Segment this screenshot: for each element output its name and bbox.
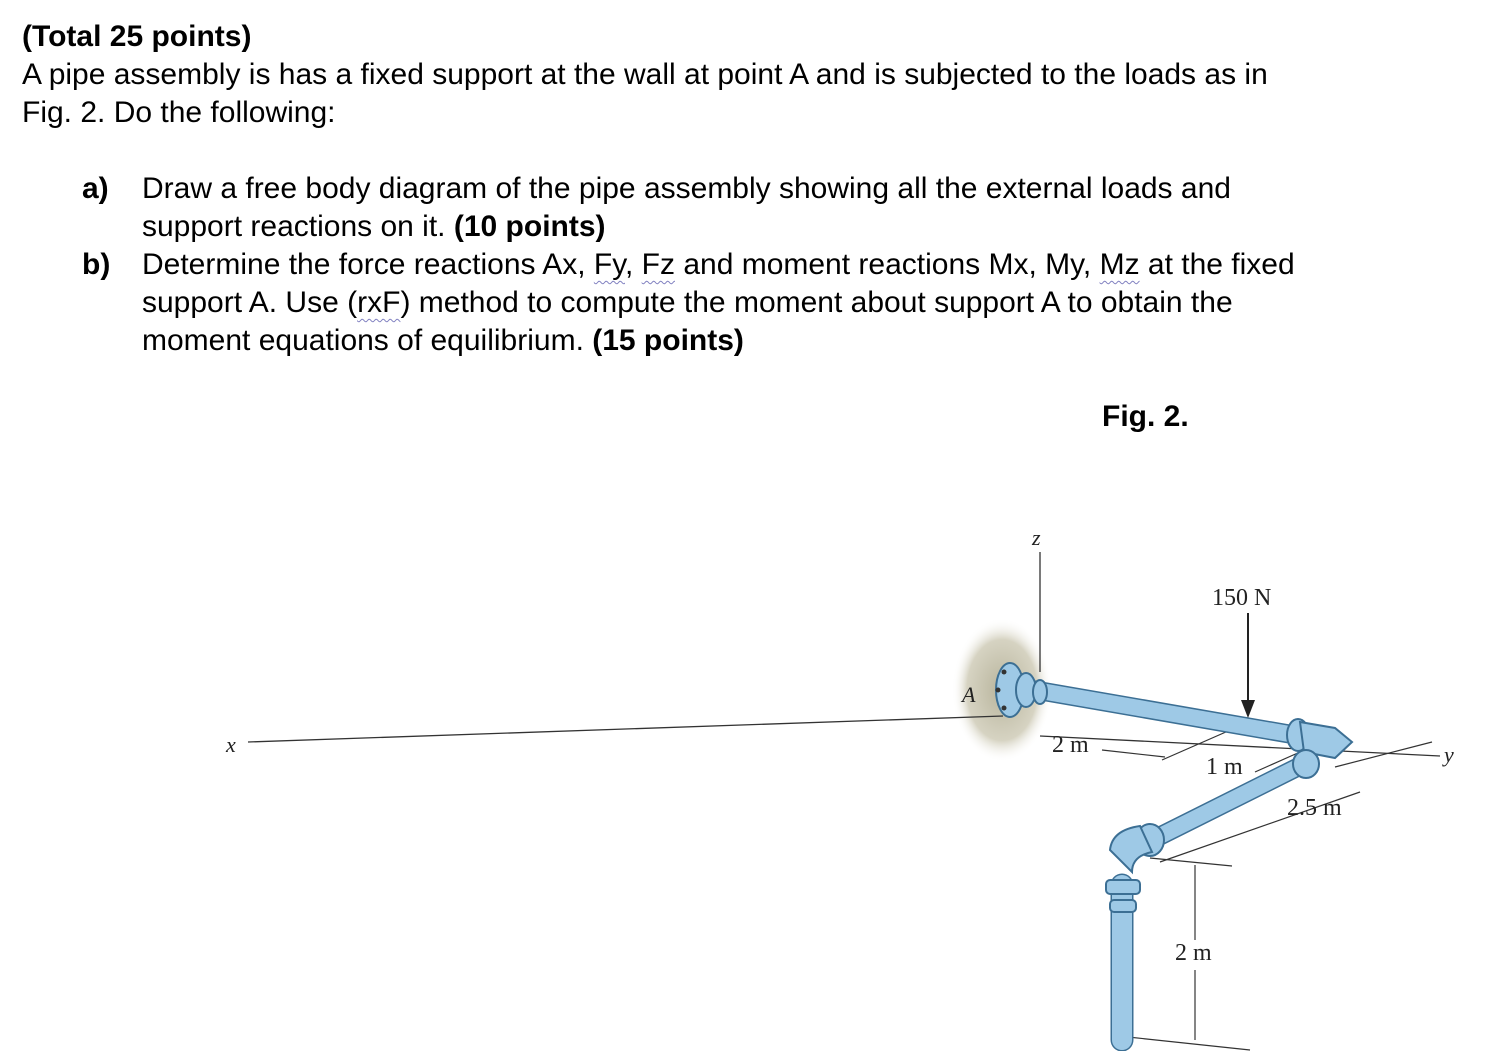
task-b-word-fz: Fz: [641, 248, 675, 281]
pipe-segment-ab: [1035, 690, 1295, 735]
flange-bolt: [996, 688, 1001, 693]
task-b-word-rxf: rxF: [357, 286, 401, 319]
flange-bolt: [1002, 706, 1007, 711]
task-a-points: (10 points): [453, 210, 606, 243]
dim-extension-bend: [1150, 858, 1232, 866]
task-a-line-1: Draw a free body diagram of the pipe assembly showing all the external loads and: [142, 172, 1231, 205]
dim-label-2-5m: 2.5 m: [1287, 795, 1342, 821]
task-b-line-1-a: Determine the force reactions Ax,: [142, 248, 594, 281]
load-arrow-head: [1241, 700, 1255, 718]
task-b-line-2-b: ) method to compute the moment about support A to obtain the: [400, 286, 1233, 319]
support-label-a: A: [962, 682, 976, 707]
task-b-line-1-b: ,: [624, 248, 642, 281]
task-b-marker: b): [82, 248, 111, 281]
dim-label-2m-vertical: 2 m: [1175, 940, 1212, 966]
task-b-word-fy: Fy: [593, 248, 625, 281]
task-b-line-3-text: moment equations of equilibrium.: [142, 324, 593, 357]
task-a-line-2-text: support reactions on it.: [142, 210, 454, 243]
z-axis-label: z: [1032, 525, 1041, 550]
intro-line-1: A pipe assembly is has a fixed support at the wall at point A and is subjected to the loads as in: [22, 58, 1268, 91]
vertical-coupling: [1110, 900, 1136, 912]
coupling: [1033, 680, 1047, 704]
elbow-coupling-front: [1293, 750, 1319, 778]
task-b-points: (15 points): [592, 324, 744, 357]
figure-caption: Fig. 2.: [1102, 400, 1189, 433]
intro-line-2: Fig. 2. Do the following:: [22, 96, 336, 129]
task-b-line-1-d: at the fixed: [1139, 248, 1295, 281]
dim-floor-line: [1128, 1037, 1250, 1050]
problem-title: (Total 25 points): [22, 20, 252, 53]
x-axis-label: x: [226, 732, 236, 757]
y-axis-label: y: [1444, 742, 1454, 767]
load-label: 150 N: [1212, 585, 1272, 611]
task-b-line-1-c: and moment reactions Mx, My,: [674, 248, 1100, 281]
dim-line-2m-top: [1102, 750, 1165, 757]
task-a-marker: a): [82, 172, 109, 205]
y-axis-line: [1040, 736, 1440, 756]
dim-label-1m: 1 m: [1206, 754, 1243, 780]
load-arrow: [1241, 613, 1255, 718]
task-b-word-mz: Mz: [1099, 248, 1140, 281]
task-b-line-2-a: support A. Use (: [142, 286, 358, 319]
flange-bolt: [1002, 670, 1007, 675]
x-axis-line: [248, 716, 1003, 742]
vertical-coupling: [1106, 880, 1140, 894]
dim-label-2m-top: 2 m: [1052, 732, 1089, 758]
